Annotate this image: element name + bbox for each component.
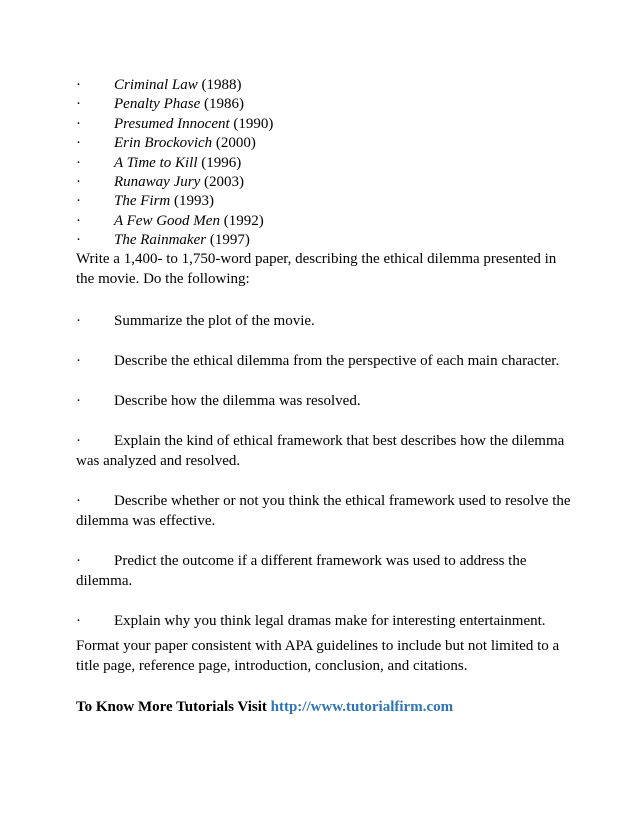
- bullet: ·: [76, 493, 81, 509]
- movie-year: (1988): [201, 77, 242, 93]
- movie-year: (1992): [223, 212, 264, 229]
- bullet: ·: [76, 232, 81, 249]
- movie-title: Erin Brockovich: [114, 135, 213, 152]
- footer-text: To Know More Tutorials Visit: [76, 699, 267, 715]
- bullet: ·: [76, 433, 81, 449]
- movie-title: A Few Good Men: [114, 212, 220, 229]
- bullet: ·: [76, 77, 81, 93]
- movie-title: Runaway Jury: [114, 173, 201, 190]
- movie-title: A Time to Kill: [114, 154, 198, 171]
- movie-list-item: [76, 76, 576, 95]
- task-item: [76, 431, 576, 491]
- bullet: ·: [76, 353, 81, 369]
- task-text: Describe how the dilemma was resolved.: [114, 393, 361, 409]
- bullet: ·: [76, 115, 81, 132]
- bullet: ·: [76, 313, 81, 329]
- assignment-intro: Write a 1,400- to 1,750-word paper, describing the ethical dilemma presented in the movie. Do the following:: [76, 251, 557, 287]
- bullet: ·: [76, 173, 81, 190]
- movie-list-item: [76, 212, 576, 231]
- movie-list-item: [76, 192, 576, 211]
- movie-list-item: [76, 115, 576, 134]
- task-item: [76, 351, 576, 391]
- task-text: Describe the ethical dilemma from the perspective of each main character.: [114, 353, 560, 369]
- movie-year: (1986): [203, 96, 244, 113]
- movie-year: (1996): [201, 154, 242, 171]
- movie-list-item: [76, 154, 576, 173]
- task-item: [76, 551, 576, 611]
- movie-year: (2000): [215, 135, 256, 152]
- bullet: ·: [76, 553, 81, 569]
- bullet: ·: [76, 393, 81, 409]
- movie-year: (2003): [203, 173, 244, 190]
- format-instructions: Format your paper consistent with APA guidelines to include but not limited to a title page, reference page, introduction, conclusion, and citations.: [76, 638, 560, 674]
- tutorial-link[interactable]: http://www.tutorialfirm.com: [270, 699, 454, 715]
- movie-year: (1993): [174, 193, 214, 210]
- task-text: Predict the outcome if a different framework was used to address the dilemma.: [76, 553, 527, 589]
- movie-list-item: [76, 231, 576, 250]
- task-text: Explain why you think legal dramas make for interesting entertainment.: [114, 613, 546, 629]
- task-text: Describe whether or not you think the ethical framework used to resolve the dilemma was effective.: [76, 493, 571, 529]
- bullet: ·: [76, 96, 81, 113]
- movie-list-item: [76, 134, 576, 153]
- movie-list: [76, 76, 576, 251]
- bullet: ·: [76, 613, 81, 629]
- movie-list-item: [76, 173, 576, 192]
- task-item: [76, 491, 576, 551]
- bullet: ·: [76, 154, 81, 171]
- movie-year: (1997): [209, 232, 250, 249]
- movie-year: (1990): [233, 115, 274, 132]
- bullet: ·: [76, 193, 81, 210]
- movie-title: The Firm: [114, 193, 171, 210]
- movie-title: Penalty Phase: [114, 96, 201, 113]
- movie-title: Presumed Innocent: [114, 115, 230, 132]
- task-item: [76, 391, 576, 431]
- bullet: ·: [76, 212, 81, 229]
- task-item: [76, 311, 576, 351]
- task-list: [76, 311, 576, 651]
- movie-title: Criminal Law: [114, 77, 198, 93]
- movie-title: The Rainmaker: [114, 232, 207, 249]
- task-text: Explain the kind of ethical framework that best describes how the dilemma was analyzed and resolved.: [76, 433, 565, 469]
- tutorial-footer: [76, 697, 596, 717]
- bullet: ·: [76, 135, 81, 152]
- task-text: Summarize the plot of the movie.: [114, 313, 315, 329]
- movie-list-item: [76, 95, 576, 114]
